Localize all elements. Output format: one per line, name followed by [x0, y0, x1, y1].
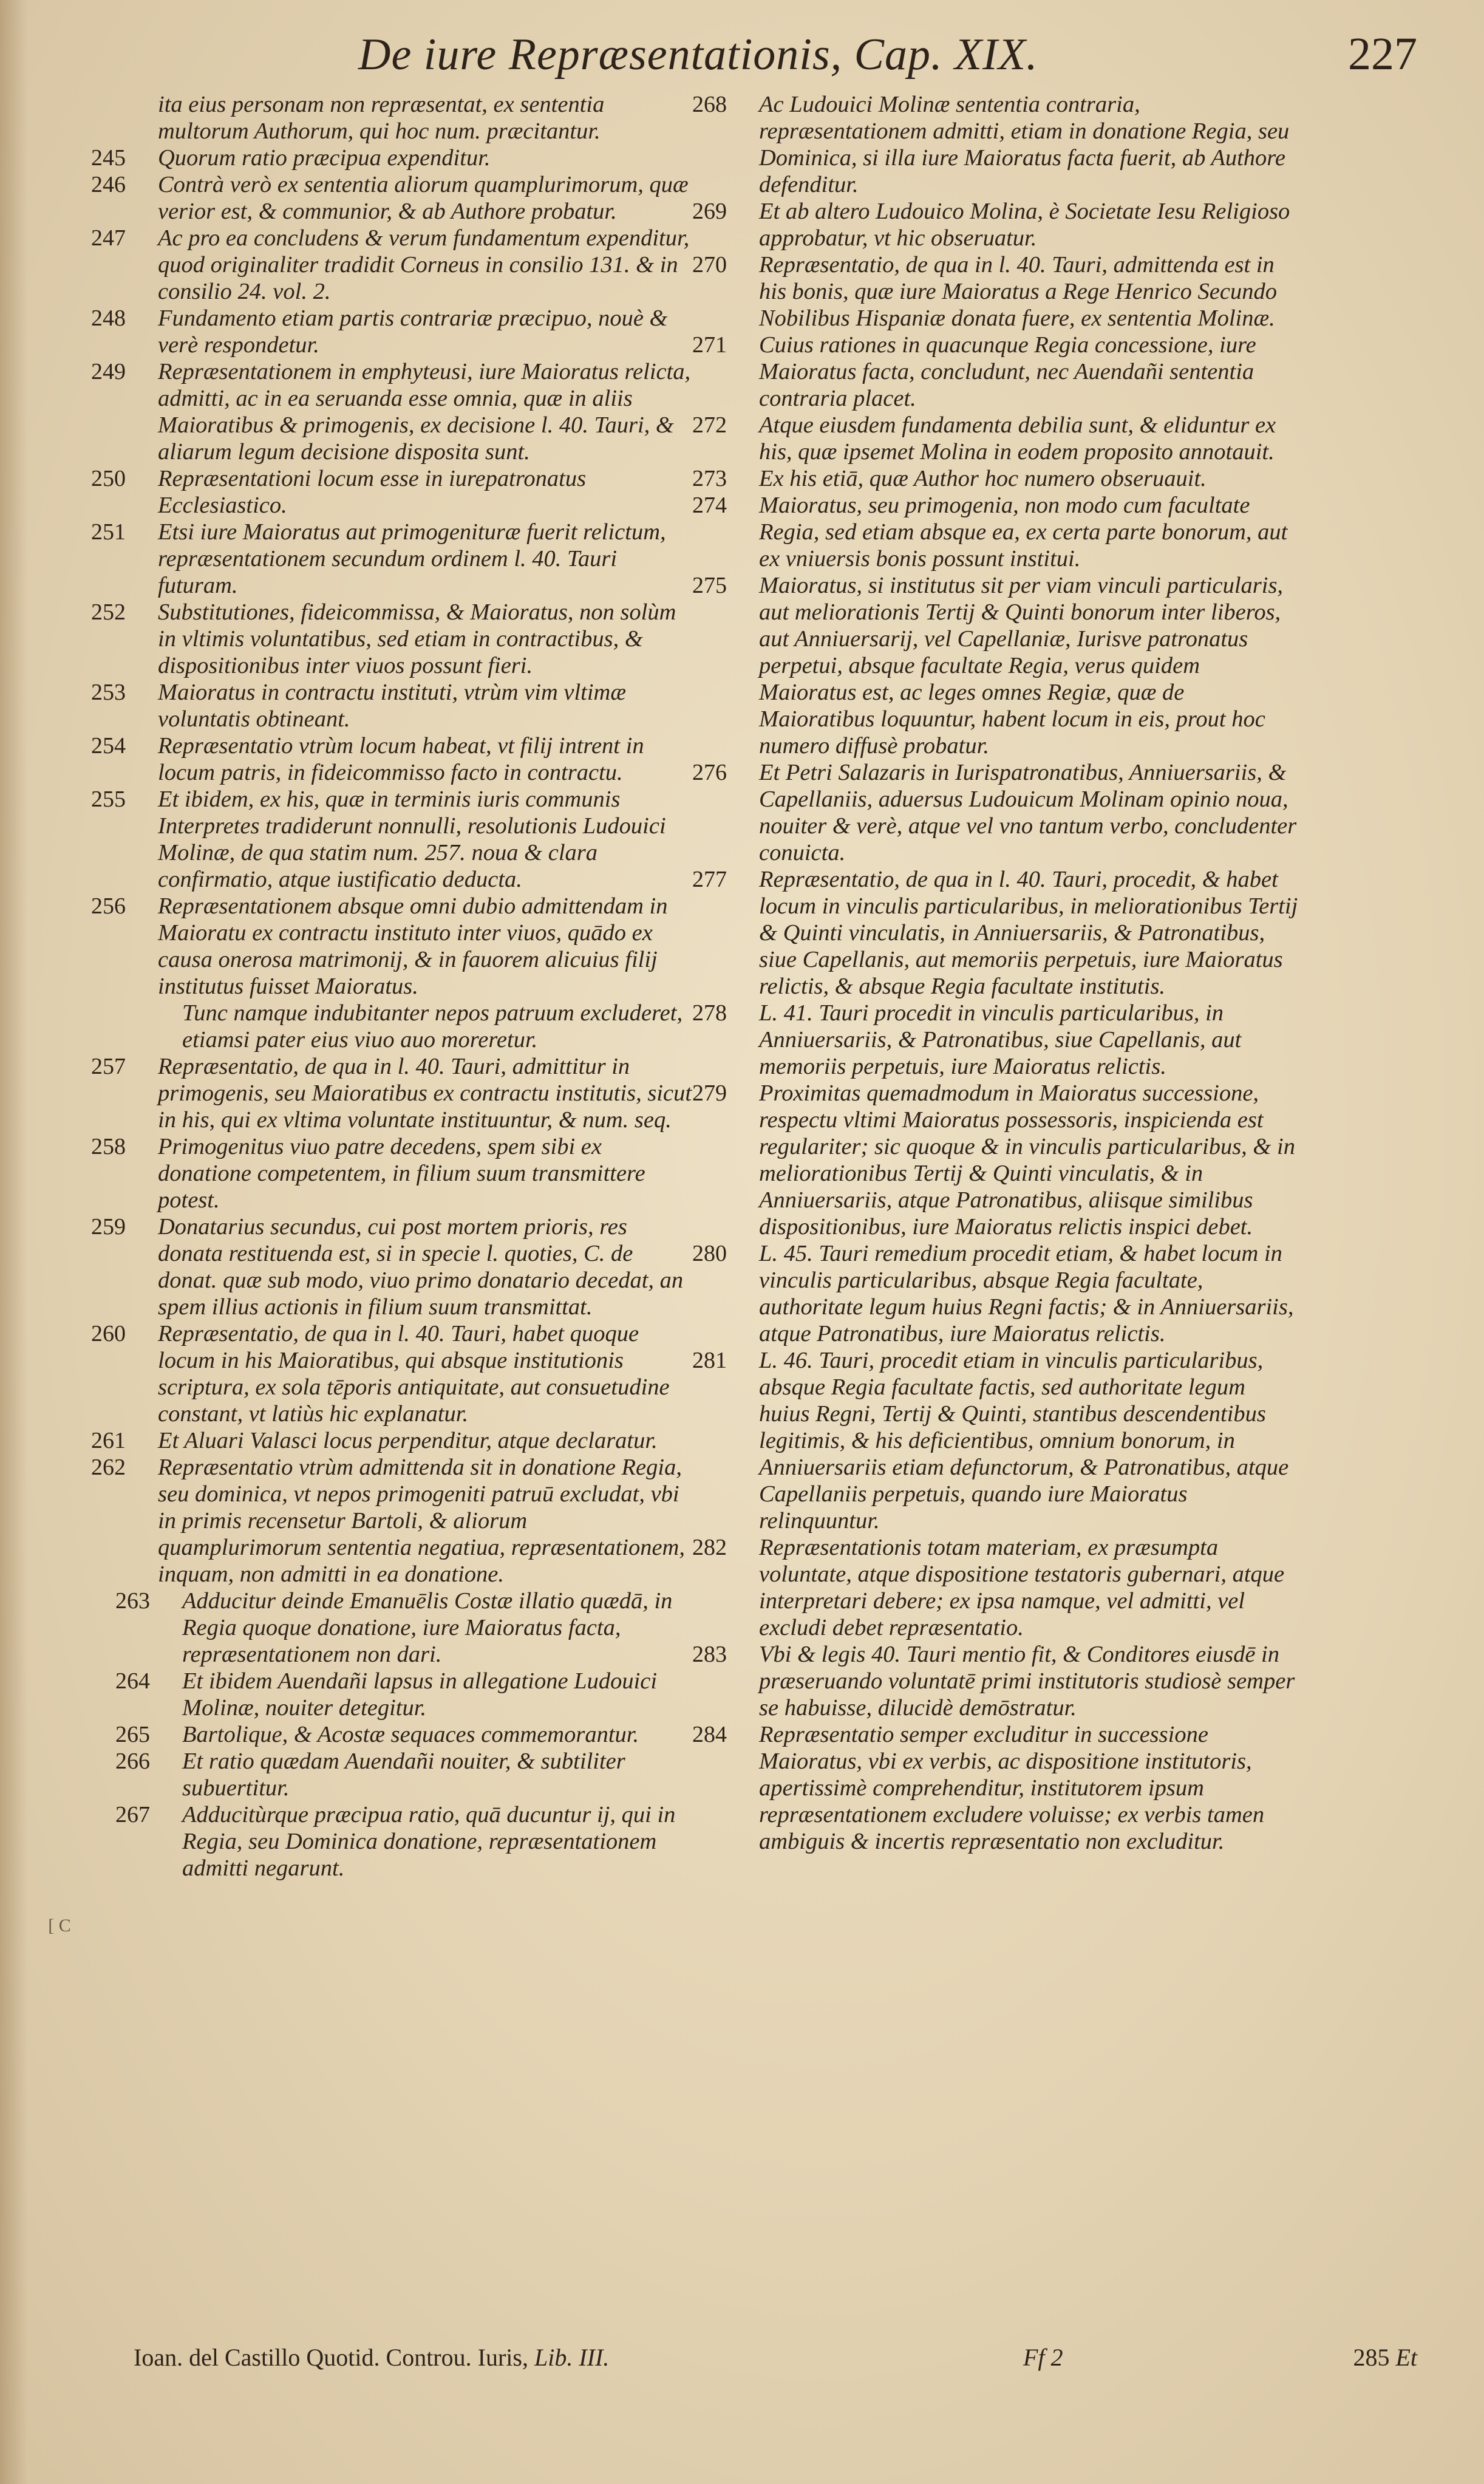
entry-number: 275	[692, 573, 727, 598]
entry-number: 246	[91, 172, 126, 197]
entry-number: 274	[692, 493, 727, 518]
running-header	[121, 24, 1417, 91]
summary-entry	[692, 465, 1299, 492]
entry-number: 280	[692, 1241, 727, 1266]
signature-line	[134, 2343, 609, 2372]
entry-number: 270	[692, 252, 727, 278]
summary-entry	[91, 1721, 692, 1748]
summary-entry	[91, 145, 692, 171]
summary-entry	[91, 1320, 692, 1427]
summary-entry	[692, 1080, 1299, 1240]
entry-number: 264	[115, 1668, 150, 1694]
entry-text: Adducitur deinde Emanuēlis Costæ illatio quædā, in Regia quoque donatione, iure Maioratus facta, repræsentationem non dari.	[182, 1588, 673, 1667]
summary-list	[692, 91, 1299, 1855]
entry-text: Maioratus in contractu instituti, vtrùm vim vltimæ voluntatis obtineant.	[158, 680, 627, 732]
summary-entry	[91, 893, 692, 1000]
summary-entry	[91, 225, 692, 305]
entry-number: 278	[692, 1000, 727, 1026]
summary-list	[91, 1588, 692, 1882]
entry-number: 272	[692, 412, 727, 438]
summary-entry	[692, 332, 1299, 412]
entry-number: 283	[692, 1642, 727, 1667]
entry-text: Atque eiusdem fundamenta debilia sunt, & eliduntur ex his, quæ ipsemet Molina in eodem proposito annotauit.	[759, 412, 1276, 465]
entry-number: 245	[91, 145, 126, 171]
entry-number: 256	[91, 893, 126, 919]
entry-number: 266	[115, 1749, 150, 1774]
entry-number: 254	[91, 733, 126, 759]
summary-entry	[91, 519, 692, 599]
entry-number: 257	[91, 1054, 126, 1079]
entry-text: Et ibidem Auendañi lapsus in allegatione Ludouici Molinæ, nouiter detegitur.	[182, 1668, 658, 1721]
tunc-line: etiamsi pater eius viuo auo moreretur.	[182, 1027, 538, 1053]
entry-number: 268	[692, 92, 727, 117]
entry-text: Donatarius secundus, cui post mortem prioris, res donata restituenda est, si in specie l. quoties, C. de donat. quæ sub modo, viuo primo donatario decedat, an spem illius actionis in filium suum transmittat.	[158, 1214, 684, 1320]
entry-text: Et ratio quædam Auendañi nouiter, & subtiliter subuertitur.	[182, 1749, 625, 1801]
entry-text: Et ab altero Ludouico Molina, è Societate Iesu Religioso approbatur, vt hic obseruatur.	[759, 199, 1290, 251]
summary-entry	[91, 1801, 692, 1882]
entry-number: 269	[692, 199, 727, 224]
entry-text: L. 41. Tauri procedit in vinculis particularibus, in Anniuersariis, & Patronatibus, siue Capellanis, aut memoriis perpetuis, iure Maioratus relictis.	[759, 1000, 1242, 1079]
entry-text: Repræsentatio semper excluditur in successione Maioratus, vbi ex verbis, ac dispositione institutoris, apertissimè comprehenditur, institutorem ipsum repræsentationem excludere voluisse; ex verbis tamen ambiguis & incertis repræsentatio non excluditur.	[759, 1722, 1265, 1854]
signature-book: Lib. III.	[534, 2344, 610, 2371]
summary-entry	[692, 251, 1299, 332]
entry-text: Adducitùrque præcipua ratio, quā ducuntur ij, qui in Regia, seu Dominica donatione, repræsentationem admitti negarunt.	[182, 1802, 676, 1881]
gathering-mark: Ff 2	[1023, 2344, 1063, 2371]
summary-entry	[692, 91, 1299, 198]
entry-number: 252	[91, 599, 126, 625]
summary-entry	[91, 358, 692, 465]
lead-line: ita eius personam non repræsentat, ex sententia	[158, 92, 605, 117]
entry-text: Repræsentatio vtrùm admittenda sit in donatione Regia, seu dominica, vt nepos primogeniti patruū excludat, vbi in primis recensetur Bartoli, & aliorum quamplurimorum sententia negatiua, repræsentationem, inquam, non admitti in ea donatione.	[158, 1455, 685, 1587]
entry-number: 253	[91, 680, 126, 705]
entry-number: 281	[692, 1348, 727, 1373]
entry-number: 276	[692, 760, 727, 785]
summary-entry	[91, 732, 692, 786]
entry-number: 249	[91, 359, 126, 384]
summary-entry	[91, 1053, 692, 1133]
entry-number: 247	[91, 225, 126, 251]
margin-mark: [ C	[48, 1916, 71, 1936]
entry-number: 250	[91, 466, 126, 491]
entry-text: Et ibidem, ex his, quæ in terminis iuris communis Interpretes tradiderunt nonnulli, resolutionis Ludouici Molinæ, de qua statim num. 257. noua & clara confirmatio, atque iustificatio deducta.	[158, 786, 666, 892]
gutter-shadow	[0, 0, 28, 2484]
summary-entry	[91, 465, 692, 519]
summary-entry	[91, 305, 692, 358]
entry-number: 263	[115, 1588, 150, 1614]
entry-text: Proximitas quemadmodum in Maioratus successione, respectu vltimi Maioratus possessoris, inspicienda est regulariter; sic quoque & in vinculis particularibus, & in meliorationibus Tertij & Quinti vinculatis, & in Anniuersariis, atque Patronatibus, aliisque similibus dispositionibus, iure Maioratus relictis inspici debet.	[759, 1080, 1295, 1240]
entry-text: Etsi iure Maioratus aut primogenituræ fuerit relictum, repræsentationem secundum ordinem l. 40. Tauri futuram.	[158, 519, 666, 598]
entry-number: 279	[692, 1080, 727, 1106]
summary-entry	[91, 1427, 692, 1454]
catchword-word: Et	[1395, 2344, 1417, 2371]
summary-entry	[91, 171, 692, 225]
entry-text: Repræsentationi locum esse in iurepatronatus Ecclesiastico.	[158, 466, 587, 518]
tunc-line: Tunc namque indubitanter nepos patruum excluderet,	[182, 1000, 683, 1026]
signature-text: Ioan. del Castillo Quotid. Controu. Iuris,	[134, 2344, 528, 2371]
entry-number: 273	[692, 466, 727, 491]
entry-text: Fundamento etiam partis contrariæ præcipuo, nouè & verè respondetur.	[158, 305, 668, 358]
summary-entry	[91, 679, 692, 732]
entry-text: L. 46. Tauri, procedit etiam in vinculis particularibus, absque Regia facultate factis, sed authoritate legum huius Regni, Tertij & Quinti, stantibus descendentibus legitimis, & his deficientibus, omnium bonorum, in Anniuersariis etiam defunctorum, & Patronatibus, atque Capellaniis perpetuis, quando iure Maioratus relinquuntur.	[759, 1348, 1289, 1534]
entry-text: L. 45. Tauri remedium procedit etiam, & habet locum in vinculis particularibus, absque Regia facultate, authoritate legum huius Regni factis; & in Anniuersariis, atque Patronatibus, iure Maioratus relictis.	[759, 1241, 1294, 1346]
entry-text: Repræsentatio, de qua in l. 40. Tauri, habet quoque locum in his Maioratibus, qui absque institutionis scriptura, ex sola tēporis antiquitate, aut consuetudine constant, vt latiùs hic explanatur.	[158, 1321, 670, 1427]
entry-number: 277	[692, 867, 727, 892]
entry-number: 255	[91, 786, 126, 812]
lead-line: multorum Authorum, qui hoc num. præcitantur.	[158, 118, 601, 144]
entry-number: 271	[692, 332, 727, 358]
summary-entry	[692, 572, 1299, 759]
entry-number: 260	[91, 1321, 126, 1346]
summary-entry	[91, 1213, 692, 1320]
right-column	[692, 91, 1299, 1855]
entry-text: Maioratus, si institutus sit per viam vinculi particularis, aut meliorationis Tertij & Quinti bonorum inter liberos, aut Anniuersarij, vel Capellaniæ, Iurisve patronatus perpetui, absque facultate Regia, verus quidem Maioratus est, ac leges omnes Regiæ, quæ de Maioratibus loquuntur, habent locum in eis, prout hoc numero diffusè probatur.	[759, 573, 1284, 759]
catchword-number: 285	[1353, 2344, 1390, 2371]
entry-text: Vbi & legis 40. Tauri mentio fit, & Conditores eiusdē in præseruando voluntatē primi institutoris studiosè semper se habuisse, dilucidè demōstratur.	[759, 1642, 1295, 1721]
entry-number: 258	[91, 1134, 126, 1159]
summary-entry	[91, 1454, 692, 1588]
entry-text: Et Aluari Valasci locus perpenditur, atque declaratur.	[158, 1428, 658, 1453]
entry-text: Et Petri Salazaris in Iurispatronatibus, Anniuersariis, & Capellaniis, aduersus Ludouicum Molinam opinio noua, nouiter & verè, atque vel vno tantum verbo, concludenter conuicta.	[759, 760, 1297, 865]
entry-text: Repræsentationis totam materiam, ex præsumpta voluntate, atque dispositione testatoris gubernari, atque interpretari debere; ex ipsa namque, vel admitti, vel excludi debet repræsentatio.	[759, 1535, 1285, 1640]
page-footer	[134, 2343, 1417, 2380]
entry-number: 251	[91, 519, 126, 545]
summary-entry	[692, 492, 1299, 572]
entry-text: Repræsentatio, de qua in l. 40. Tauri, admittenda est in his bonis, quæ iure Maioratus a Rege Henrico Secundo Nobilibus Hispaniæ donata fuere, ex sententia Molinæ.	[759, 252, 1277, 331]
entry-text: Maioratus, seu primogenia, non modo cum facultate Regia, sed etiam absque ea, ex certa parte bonorum, aut ex vniuersis bonis possunt institui.	[759, 493, 1288, 572]
summary-entry	[692, 1721, 1299, 1855]
summary-entry	[91, 1133, 692, 1213]
summary-entry	[692, 759, 1299, 866]
entry-number: 265	[115, 1722, 150, 1747]
summary-entry	[692, 198, 1299, 251]
summary-entry	[91, 786, 692, 893]
summary-entry	[91, 1588, 692, 1668]
summary-list	[91, 145, 692, 1000]
entry-number: 259	[91, 1214, 126, 1240]
entry-text: Repræsentationem absque omni dubio admittendam in Maioratu ex contractu instituto inter viuos, quādo ex causa onerosa matrimonij, & in fauorem alicuius filij institutus fuisset Maioratus.	[158, 893, 668, 999]
entry-text: Quorum ratio præcipua expenditur.	[158, 145, 491, 171]
entry-number: 262	[91, 1455, 126, 1480]
entry-text: Ac Ludouici Molinæ sententia contraria, repræsentationem admitti, etiam in donatione Regia, seu Dominica, si illa iure Maioratus facta fuerit, ab Authore defenditur.	[759, 92, 1290, 197]
summary-entry	[692, 1347, 1299, 1534]
entry-number: 282	[692, 1535, 727, 1560]
entry-text: Repræsentatio vtrùm locum habeat, vt filij intrent in locum patris, in fideicommisso facto in contractu.	[158, 733, 644, 785]
summary-entry	[91, 1748, 692, 1801]
left-column	[91, 91, 692, 1882]
entry-number: 261	[91, 1428, 126, 1453]
entry-text: Substitutiones, fideicommissa, & Maioratus, non solùm in vltimis voluntatibus, sed etiam in contractibus, & dispositionibus inter viuos possunt fieri.	[158, 599, 676, 678]
entry-text: Ac pro ea concludens & verum fundamentum expenditur, quod originaliter tradidit Corneus in consilio 131. & in consilio 24. vol. 2.	[158, 225, 690, 304]
summary-entry	[692, 1534, 1299, 1641]
entry-text: Cuius rationes in quacunque Regia concessione, iure Maioratus facta, concludunt, nec Auendañi sententia contraria placet.	[759, 332, 1256, 411]
summary-list	[91, 1053, 692, 1588]
summary-entry	[91, 599, 692, 679]
entry-text: Ex his etiā, quæ Author hoc numero obseruauit.	[759, 466, 1207, 491]
summary-entry	[91, 1668, 692, 1721]
summary-entry	[692, 1000, 1299, 1080]
entry-number: 267	[115, 1802, 150, 1827]
summary-entry	[692, 1641, 1299, 1721]
summary-entry	[692, 866, 1299, 1000]
summary-entry	[692, 412, 1299, 465]
summary-entry	[692, 1240, 1299, 1347]
entry-text: Repræsentationem in emphyteusi, iure Maioratus relicta, admitti, ac in ea seruanda esse omnia, quæ in aliis Maioratibus & primogenis, ex decisione l. 40. Tauri, & aliarum legum decisione disposita sunt.	[158, 359, 691, 465]
entry-text: Primogenitus viuo patre decedens, spem sibi ex donatione competentem, in filium suum transmittere potest.	[158, 1134, 645, 1213]
entry-number: 248	[91, 305, 126, 331]
entry-text: Contrà verò ex sententia aliorum quamplurimorum, quæ verior est, & communior, & ab Authore probatur.	[158, 172, 689, 224]
entry-number: 284	[692, 1722, 727, 1747]
catchword	[1353, 2343, 1417, 2372]
page-number: 227	[1348, 29, 1417, 80]
entry-text: Repræsentatio, de qua in l. 40. Tauri, admittitur in primogenis, seu Maioratibus ex contractu institutis, sicut in his, qui ex vltima voluntate instituuntur, & num. seq.	[158, 1054, 692, 1133]
entry-text: Repræsentatio, de qua in l. 40. Tauri, procedit, & habet locum in vinculis particularibus, in meliorationibus Tertij & Quinti vinculatis, in Anniuersariis, & Patronatibus, siue Capellanis, aut memoriis perpetuis, iure Maioratus relictis, & absque Regia facultate institutis.	[759, 867, 1298, 999]
entry-text: Bartolique, & Acostæ sequaces commemorantur.	[182, 1722, 639, 1747]
running-title: De iure Repræsentationis, Cap. XIX.	[358, 30, 1038, 80]
